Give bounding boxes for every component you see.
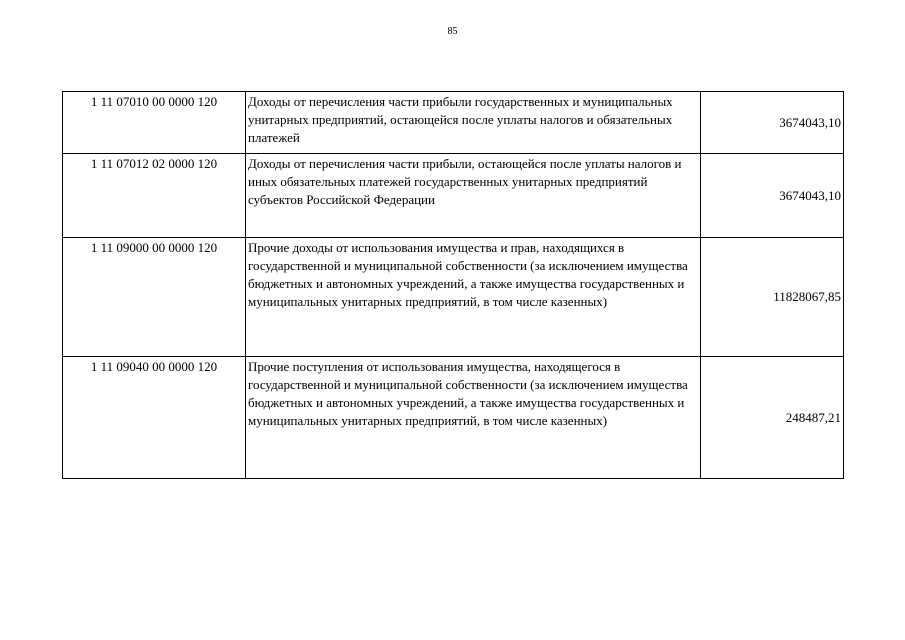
revenue-code-cell: 1 11 07010 00 0000 120 xyxy=(63,92,246,154)
table-row xyxy=(63,357,844,479)
revenue-amount-cell: 248487,21 xyxy=(701,357,844,479)
revenue-name-cell: Прочие доходы от использования имущества и прав, находящихся в государственной и муниципальной собственности (за исключением имущества бюджетных и автономных учреждений, а также имущества государственных и муниципальных унитарных предприятий, в том числе казенных) xyxy=(246,238,701,357)
table-row xyxy=(63,154,844,238)
revenue-name-cell: Доходы от перечисления части прибыли, остающейся после уплаты налогов и иных обязательных платежей государственных унитарных предприятий субъектов Российской Федерации xyxy=(246,154,701,238)
revenue-amount-cell: 3674043,10 xyxy=(701,154,844,238)
revenue-amount-cell: 11828067,85 xyxy=(701,238,844,357)
revenue-code-cell: 1 11 09000 00 0000 120 xyxy=(63,238,246,357)
table-row xyxy=(63,92,844,154)
table-row xyxy=(63,238,844,357)
revenue-amount-cell: 3674043,10 xyxy=(701,92,844,154)
revenue-code-cell: 1 11 09040 00 0000 120 xyxy=(63,357,246,479)
page-number: 85 xyxy=(447,26,458,37)
revenue-name-cell: Доходы от перечисления части прибыли государственных и муниципальных унитарных предприятий, остающейся после уплаты налогов и обязательных платежей xyxy=(246,92,701,154)
revenue-table xyxy=(62,91,844,479)
revenue-code-cell: 1 11 07012 02 0000 120 xyxy=(63,154,246,238)
revenue-name-cell: Прочие поступления от использования имущества, находящегося в государственной и муниципальной собственности (за исключением имущества бюджетных и автономных учреждений, а также имущества государственных и муниципальных унитарных предприятий, в том числе казенных) xyxy=(246,357,701,479)
